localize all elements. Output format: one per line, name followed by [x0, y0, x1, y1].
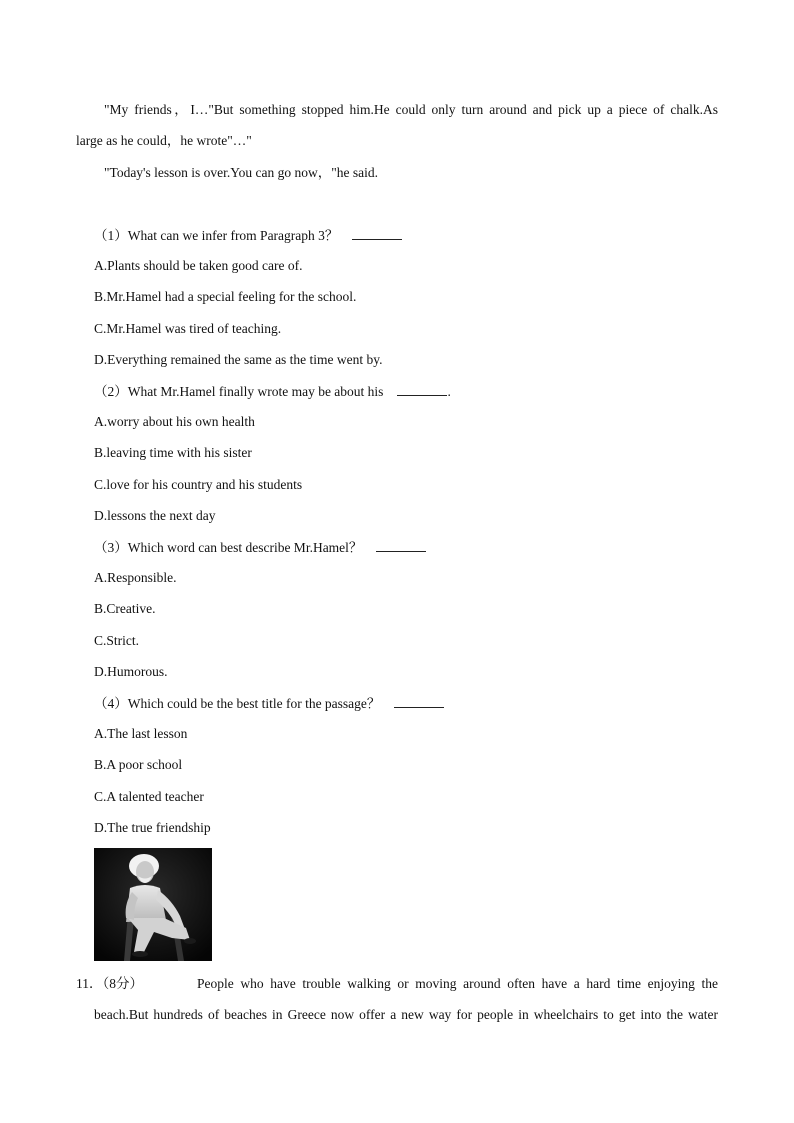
question-stem-text: （2）What Mr.Hamel finally wrote may be about his [94, 384, 384, 399]
portrait-photo [94, 848, 212, 961]
question-number: 11．（8分） [76, 976, 143, 991]
question-3-stem [94, 539, 426, 556]
option-1c[interactable]: C.Mr.Hamel was tired of teaching. [94, 321, 282, 336]
option-4a[interactable]: A.The last lesson [94, 726, 188, 741]
answer-blank[interactable] [394, 695, 444, 708]
answer-blank[interactable] [376, 539, 426, 552]
answer-blank[interactable] [397, 383, 447, 396]
question-stem-text: （4）Which could be the best title for the passage？ [94, 696, 381, 711]
option-3a[interactable]: A.Responsible. [94, 570, 177, 585]
passage-line-3: "Today's lesson is over.You can go now，"he said. [104, 165, 378, 180]
option-2b[interactable]: B.leaving time with his sister [94, 445, 252, 460]
option-2d[interactable]: D.lessons the next day [94, 508, 216, 523]
option-3b[interactable]: B.Creative. [94, 601, 156, 616]
question-stem-tail: . [447, 384, 451, 399]
question-11-line-2: beach.But hundreds of beaches in Greece now offer a new way for people in wheelchairs to get into the water [94, 1007, 718, 1022]
question-11-line-1 [76, 976, 718, 992]
question-stem-text: （3）Which word can best describe Mr.Hamel？ [94, 540, 363, 555]
option-3c[interactable]: C.Strict. [94, 633, 140, 648]
option-4d[interactable]: D.The true friendship [94, 820, 211, 835]
question-4-stem [94, 695, 444, 712]
question-11-text: People who have trouble walking or moving around often have a hard time enjoying the [197, 976, 718, 991]
option-1a[interactable]: A.Plants should be taken good care of. [94, 258, 303, 273]
passage-line-1: "My friends，I…"But something stopped him.He could only turn around and pick up a piece of chalk.As [104, 102, 718, 117]
question-2-stem [94, 383, 451, 400]
option-2a[interactable]: A.worry about his own health [94, 414, 255, 429]
option-3d[interactable]: D.Humorous. [94, 664, 168, 679]
option-2c[interactable]: C.love for his country and his students [94, 477, 303, 492]
option-4b[interactable]: B.A poor school [94, 757, 183, 772]
option-4c[interactable]: C.A talented teacher [94, 789, 204, 804]
passage-line-2: large as he could，he wrote"…" [76, 133, 252, 148]
question-stem-text: （1）What can we infer from Paragraph 3？ [94, 228, 339, 243]
option-1b[interactable]: B.Mr.Hamel had a special feeling for the school. [94, 289, 357, 304]
portrait-illustration [94, 848, 212, 961]
answer-blank[interactable] [352, 227, 402, 240]
question-1-stem [94, 227, 402, 244]
option-1d[interactable]: D.Everything remained the same as the time went by. [94, 352, 383, 367]
